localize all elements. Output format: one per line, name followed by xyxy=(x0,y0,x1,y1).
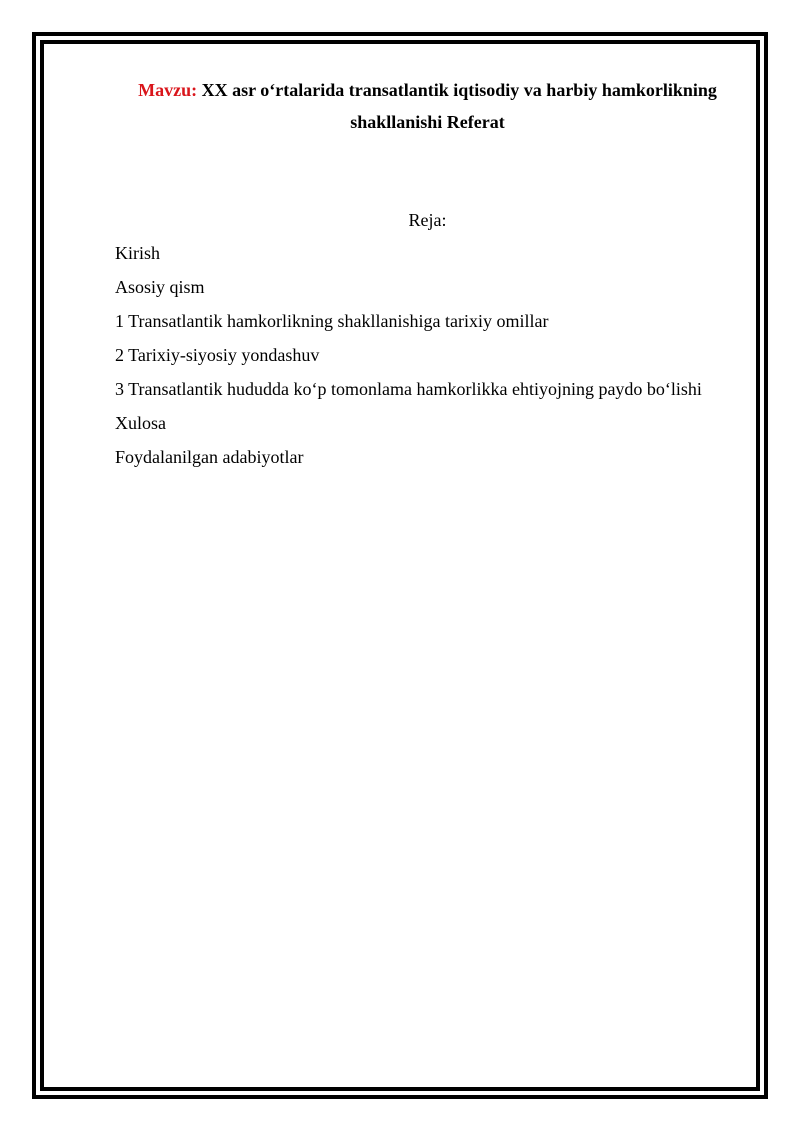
plan-item-references: Foydalanilgan adabiyotlar xyxy=(115,447,304,467)
document-title xyxy=(115,74,740,138)
plan-item-2: 2 Tarixiy-siyosiy yondashuv xyxy=(115,345,320,365)
title-line-1: XX asr oʻrtalarida transatlantik iqtisodiy va harbiy hamkorlikning xyxy=(201,80,717,100)
plan-item-1: 1 Transatlantik hamkorlikning shakllanishiga tarixiy omillar xyxy=(115,311,549,331)
plan-heading: Reja: xyxy=(408,210,447,230)
title-label: Mavzu: xyxy=(138,80,198,100)
plan-list xyxy=(115,239,702,477)
plan-item-introduction: Kirish xyxy=(115,243,160,263)
page-border-inner xyxy=(40,40,760,1091)
plan-item-main-part: Asosiy qism xyxy=(115,277,205,297)
plan-item-3: 3 Transatlantik hududda koʻp tomonlama hamkorlikka ehtiyojning paydo boʻlishi xyxy=(115,379,702,399)
title-line-2: shakllanishi Referat xyxy=(350,112,505,132)
plan-item-conclusion: Xulosa xyxy=(115,413,166,433)
